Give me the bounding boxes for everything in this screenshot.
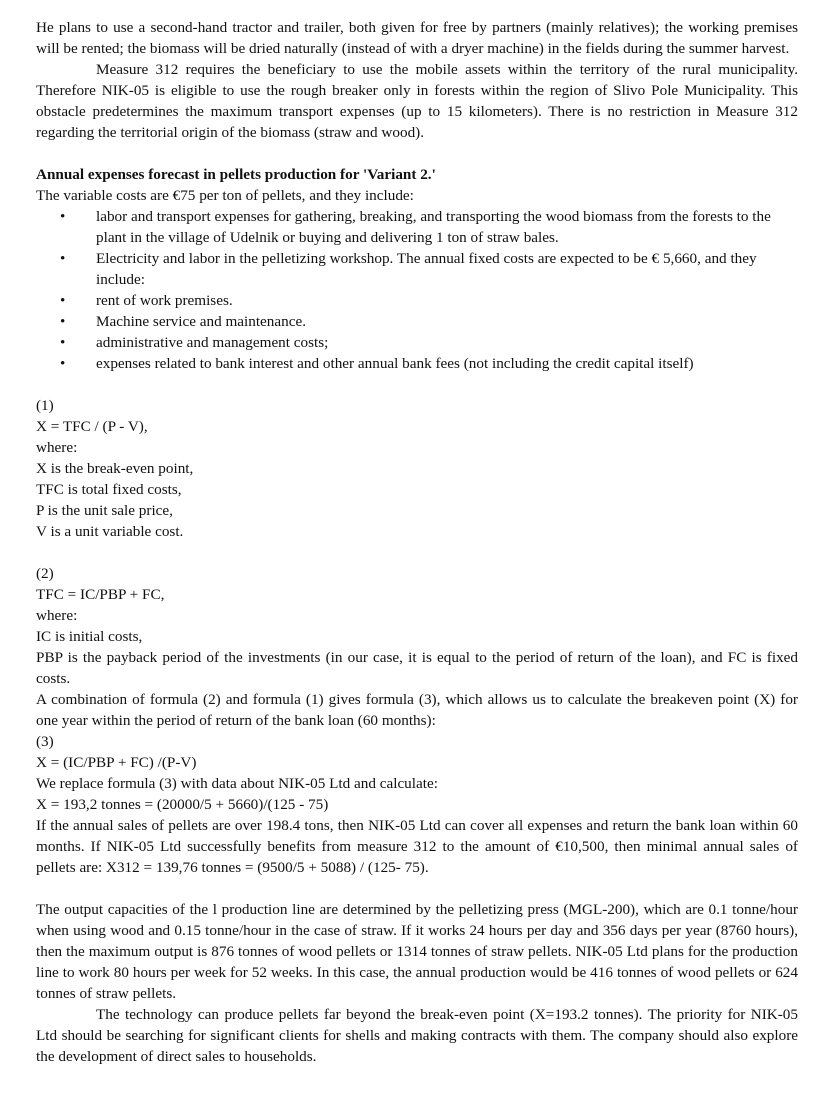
formula-2-definition: IC is initial costs, — [36, 628, 143, 645]
list-item — [36, 353, 798, 374]
bullet-icon: • — [60, 334, 66, 351]
expenses-list — [36, 206, 798, 374]
formula-3: X = (IC/PBP + FC) /(P-V) — [36, 754, 197, 771]
formula-1-definition: V is a unit variable cost. — [36, 523, 184, 540]
formula-2-definition: PBP is the payback period of the investments (in our case, it is equal to the period of return of the loan), and FC is fixed costs. — [36, 649, 798, 687]
intro-paragraph-2: Measure 312 requires the beneficiary to use the mobile assets within the territory of the rural municipality. Therefore NIK-05 is eligible to use the rough breaker only in forests within the region of Slivo Pole Municipality. This obstacle predetermines the maximum transport expenses (up to 15 kilometers). There is no restriction in Measure 312 regarding the territorial origin of the biomass (straw and wood). — [36, 61, 798, 141]
formula-combination-text: A combination of formula (2) and formula (1) gives formula (3), which allows us to calculate the breakeven point (X) for one year within the period of return of the bank loan (60 months): — [36, 691, 798, 729]
formula-1-where: where: — [36, 439, 78, 456]
bullet-icon: • — [60, 250, 66, 267]
spacer — [36, 143, 798, 164]
list-item-text: rent of work premises. — [96, 292, 233, 309]
variable-costs-lead: The variable costs are €75 per ton of pellets, and they include: — [36, 187, 414, 204]
formula-2: TFC = IC/PBP + FC, — [36, 586, 165, 603]
list-item-text: expenses related to bank interest and other annual bank fees (not including the credit capital itself) — [96, 355, 694, 372]
bullet-icon: • — [60, 313, 66, 330]
capacity-paragraph-2: The technology can produce pellets far beyond the break-even point (X=193.2 tonnes). The priority for NIK-05 Ltd should be searching for significant clients for shells and making contracts with them. The company should also explore the development of direct sales to households. — [36, 1006, 798, 1065]
list-item-text: Electricity and labor in the pelletizing workshop. The annual fixed costs are expected to be € 5,660, and they include: — [96, 250, 757, 288]
capacity-paragraph-1: The output capacities of the l production line are determined by the pelletizing press (MGL-200), which are 0.1 tonne/hour when using wood and 0.15 tonne/hour in the case of straw. If it works 24 hours per day and 356 days per year (8760 hours), then the maximum output is 876 tonnes of wood pellets or 1314 tonnes of straw pellets. NIK-05 Ltd plans for the production line to work 80 hours per week for 52 weeks. In this case, the annual production would be 416 tonnes of wood pellets or 624 tonnes of straw pellets. — [36, 901, 798, 1002]
list-item — [36, 332, 798, 353]
list-item — [36, 311, 798, 332]
bullet-icon: • — [60, 208, 66, 225]
formula-1-number: (1) — [36, 397, 54, 414]
list-item-text: labor and transport expenses for gathering, breaking, and transporting the wood biomass from the forests to the plant in the village of Udelnik or buying and delivering 1 ton of straw bales. — [96, 208, 771, 246]
formula-1-definition: P is the unit sale price, — [36, 502, 173, 519]
break-even-calculation: X = 193,2 tonnes = (20000/5 + 5660)/(125 - 75) — [36, 796, 329, 813]
section-heading: Annual expenses forecast in pellets production for 'Variant 2.' — [36, 166, 436, 183]
list-item — [36, 206, 798, 248]
list-item-text: Machine service and maintenance. — [96, 313, 306, 330]
list-item — [36, 248, 798, 290]
formula-1-definition: X is the break-even point, — [36, 460, 194, 477]
formula-2-number: (2) — [36, 565, 54, 582]
intro-paragraph-1: He plans to use a second-hand tractor and trailer, both given for free by partners (mainly relatives); the working premises will be rented; the biomass will be dried naturally (instead of with a dryer machine) in the fields during the summer harvest. — [36, 19, 798, 57]
calculation-intro: We replace formula (3) with data about NIK-05 Ltd and calculate: — [36, 775, 438, 792]
list-item — [36, 290, 798, 311]
spacer — [36, 374, 798, 395]
formula-3-number: (3) — [36, 733, 54, 750]
break-even-conclusion: If the annual sales of pellets are over 198.4 tons, then NIK-05 Ltd can cover all expenses and return the bank loan within 60 months. If NIK-05 Ltd successfully benefits from measure 312 to the amount of €10,500, then minimal annual sales of pellets are: X312 = 139,76 tonnes = (9500/5 + 5088) / (125- 75). — [36, 817, 798, 876]
formula-1-definition: TFC is total fixed costs, — [36, 481, 182, 498]
formula-2-where: where: — [36, 607, 78, 624]
bullet-icon: • — [60, 292, 66, 309]
spacer — [36, 878, 798, 899]
spacer — [36, 542, 798, 563]
formula-1: X = TFC / (P - V), — [36, 418, 148, 435]
list-item-text: administrative and management costs; — [96, 334, 329, 351]
bullet-icon: • — [60, 355, 66, 372]
